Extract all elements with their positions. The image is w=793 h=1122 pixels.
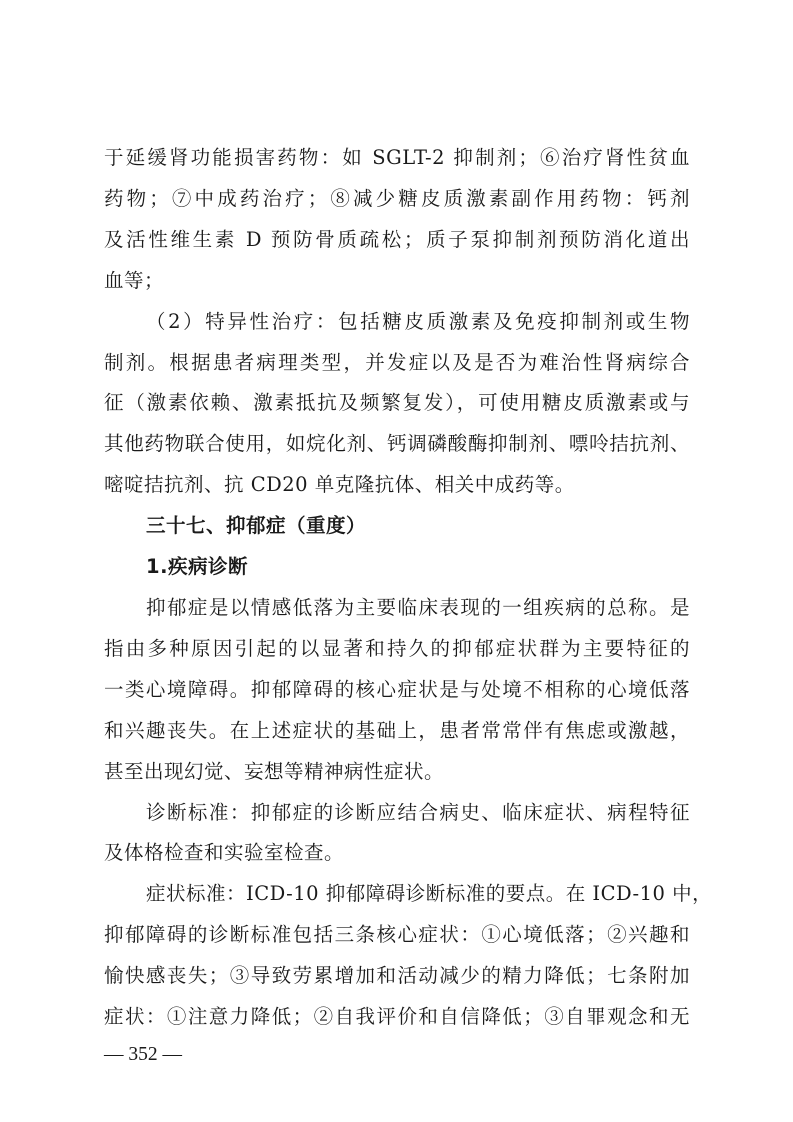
text-line: 嘧啶拮抗剂、抗 CD20 单克隆抗体、相关中成药等。	[104, 473, 575, 497]
section-heading: 三十七、抑郁症（重度）	[146, 514, 367, 538]
text-line: （2）特异性治疗：包括糖皮质激素及免疫抑制剂或生物	[146, 309, 690, 333]
text-line: 诊断标准：抑郁症的诊断应结合病史、临床症状、病程特征	[146, 800, 690, 824]
text-line: 和兴趣丧失。在上述症状的基础上，患者常常伴有焦虑或激越，	[104, 718, 690, 742]
text-line: 及体格检查和实验室检查。	[104, 841, 345, 865]
text-line: 征（激素依赖、激素抵抗及频繁复发），可使用糖皮质激素或与	[104, 391, 690, 415]
text-line: 其他药物联合使用，如烷化剂、钙调磷酸酶抑制剂、嘌呤拮抗剂、	[104, 432, 690, 456]
text-line: 于延缓肾功能损害药物：如 SGLT-2 抑制剂；⑥治疗肾性贫血	[104, 146, 690, 169]
text-line: 制剂。根据患者病理类型，并发症以及是否为难治性肾病综合	[104, 350, 690, 374]
text-line: 指由多种原因引起的以显著和持久的抑郁症状群为主要特征的	[104, 636, 690, 660]
page-number: — 352 —	[104, 1044, 182, 1065]
text-line: 症状标准：ICD-10 抑郁障碍诊断标准的要点。在 ICD-10 中，	[146, 882, 713, 906]
text-line: 症状：①注意力降低；②自我评价和自信降低；③自罪观念和无	[104, 1005, 690, 1028]
text-line: 抑郁症是以情感低落为主要临床表现的一组疾病的总称。是	[146, 596, 690, 619]
text-line: 血等；	[104, 268, 165, 292]
text-line: 及活性维生素 D 预防骨质疏松；质子泵抑制剂预防消化道出	[104, 227, 690, 251]
subsection-heading: 1.疾病诊断	[146, 555, 248, 578]
text-line: 抑郁障碍的诊断标准包括三条核心症状：①心境低落；②兴趣和	[104, 923, 690, 947]
text-line: 一类心境障碍。抑郁障碍的核心症状是与处境不相称的心境低落	[104, 677, 690, 701]
text-line: 愉快感丧失；③导致劳累增加和活动减少的精力降低；七条附加	[104, 964, 690, 988]
text-line: 甚至出现幻觉、妄想等精神病性症状。	[104, 759, 445, 783]
text-line: 药物；⑦中成药治疗；⑧减少糖皮质激素副作用药物：钙剂	[104, 186, 690, 210]
